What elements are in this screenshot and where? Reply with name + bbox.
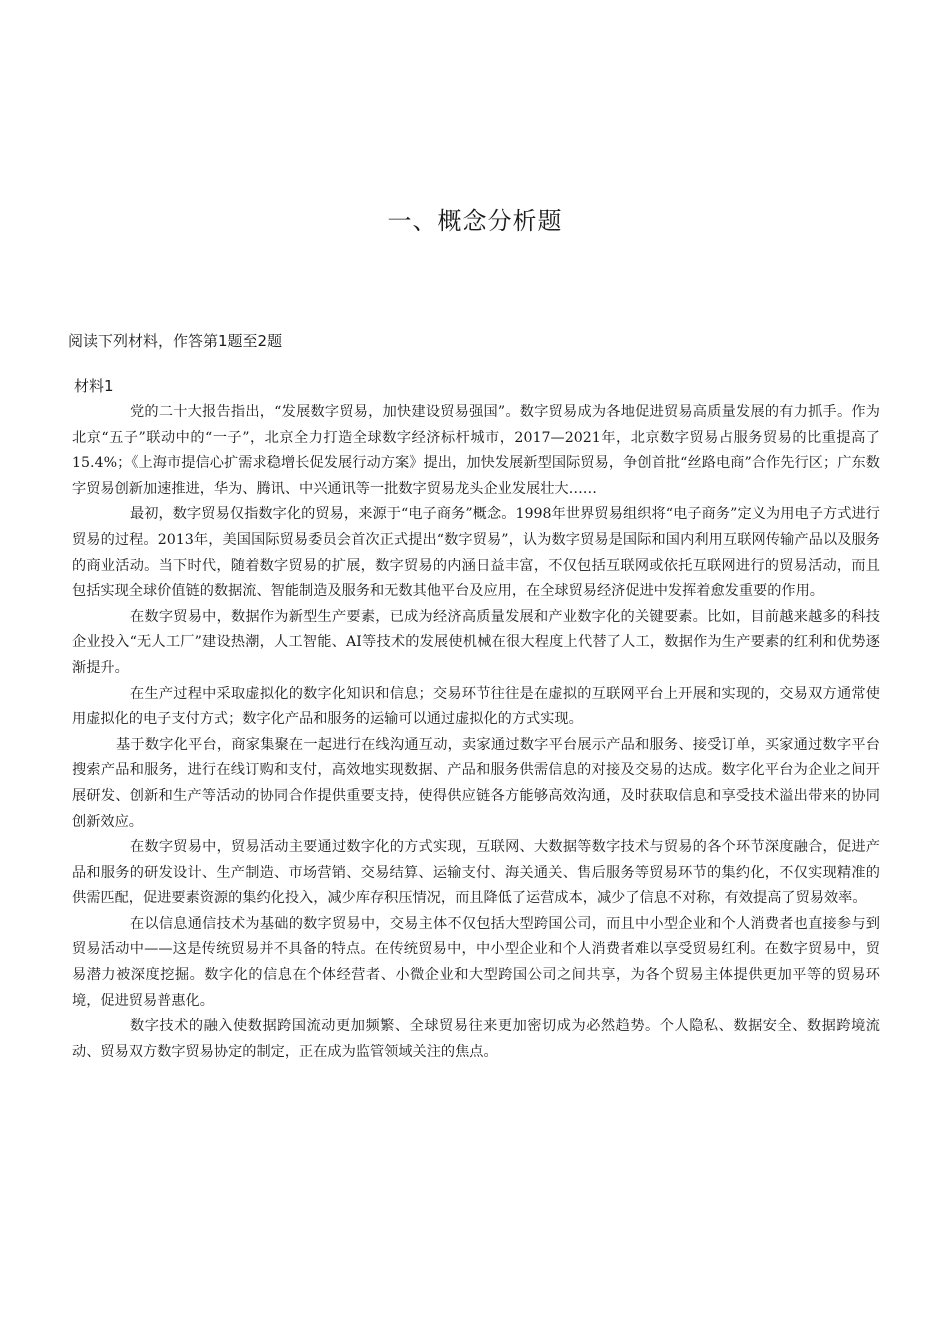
paragraph: 在数字贸易中，贸易活动主要通过数字化的方式实现，互联网、大数据等数字技术与贸易的各个环节深度融合，促进产品和服务的研发设计、生产制造、市场营销、交易结算、运输支付、海关通关、售后服务等贸易环节的集约化，不仅实现精准的供需匹配，促进要素资源的集约化投入，减少库存积压情况，而且降低了运营成本，减少了信息不对称，有效提高了贸易效率。 [72,839,880,907]
paragraph: 党的二十大报告指出，“发展数字贸易，加快建设贸易强国”。数字贸易成为各地促进贸易高质量发展的有力抓手。作为北京“五子”联动中的“一子”，北京全力打造全球数字经济标杆城市，2017—2021年，北京数字贸易占服务贸易的比重提高了15.4%；《上海市提信心扩需求稳增长促发展行动方案》提出，加快发展新型国际贸易，争创首批“丝路电商”合作先行区；广东数字贸易创新加速推进，华为、腾讯、中兴通讯等一批数字贸易龙头企业发展壮大…… [72,404,880,497]
paragraph: 基于数字化平台，商家集聚在一起进行在线沟通互动，卖家通过数字平台展示产品和服务、接受订单，买家通过数字平台搜索产品和服务，进行在线订购和支付，高效地实现数据、产品和服务供需信息的对接及交易的达成。数字化平台为企业之间开展研发、创新和生产等活动的协同合作提供重要支持，使得供应链各方能够高效沟通，及时获取信息和享受技术溢出带来的协同创新效应。 [72,736,880,830]
paragraph: 在数字贸易中，数据作为新型生产要素，已成为经济高质量发展和产业数字化的关键要素。比如，目前越来越多的科技企业投入“无人工厂”建设热潮，人工智能、AI等技术的发展使机械在很大程度上代替了人工，数据作为生产要素的红利和优势逐渐提升。 [72,608,880,676]
question-intro: 阅读下列材料，作答第1题至2题 [68,332,283,350]
material-label: 材料1 [74,377,114,395]
paragraph: 在生产过程中采取虚拟化的数字化知识和信息；交易环节往往是在虚拟的互联网平台上开展和实现的，交易双方通常使用虚拟化的电子支付方式；数字化产品和服务的运输可以通过虚拟化的方式实现。 [72,685,880,728]
page-title: 一、概念分析题 [387,207,563,235]
material-body [72,400,880,1065]
paragraph: 最初，数字贸易仅指数字化的贸易，来源于“电子商务”概念。1998年世界贸易组织将“电子商务”定义为用电子方式进行贸易的过程。2013年，美国国际贸易委员会首次正式提出“数字贸易”，认为数字贸易是国际和国内利用互联网传输产品以及服务的商业活动。当下时代，随着数字贸易的扩展，数字贸易的内涵日益丰富，不仅包括互联网或依托互联网进行的贸易活动，而且包括实现全球价值链的数据流、智能制造及服务和无数其他平台及应用，在全球贸易经济促进中发挥着愈发重要的作用。 [72,506,880,600]
paragraph: 数字技术的融入使数据跨国流动更加频繁、全球贸易往来更加密切成为必然趋势。个人隐私、数据安全、数据跨境流动、贸易双方数字贸易协定的制定，正在成为监管领域关注的焦点。 [72,1018,880,1060]
paragraph: 在以信息通信技术为基础的数字贸易中，交易主体不仅包括大型跨国公司，而且中小型企业和个人消费者也直接参与到贸易活动中——这是传统贸易并不具备的特点。在传统贸易中，中小型企业和个人消费者难以享受贸易红利。在数字贸易中，贸易潜力被深度挖掘。数字化的信息在个体经营者、小微企业和大型跨国公司之间共享，为各个贸易主体提供更加平等的贸易环境，促进贸易普惠化。 [72,915,880,1009]
